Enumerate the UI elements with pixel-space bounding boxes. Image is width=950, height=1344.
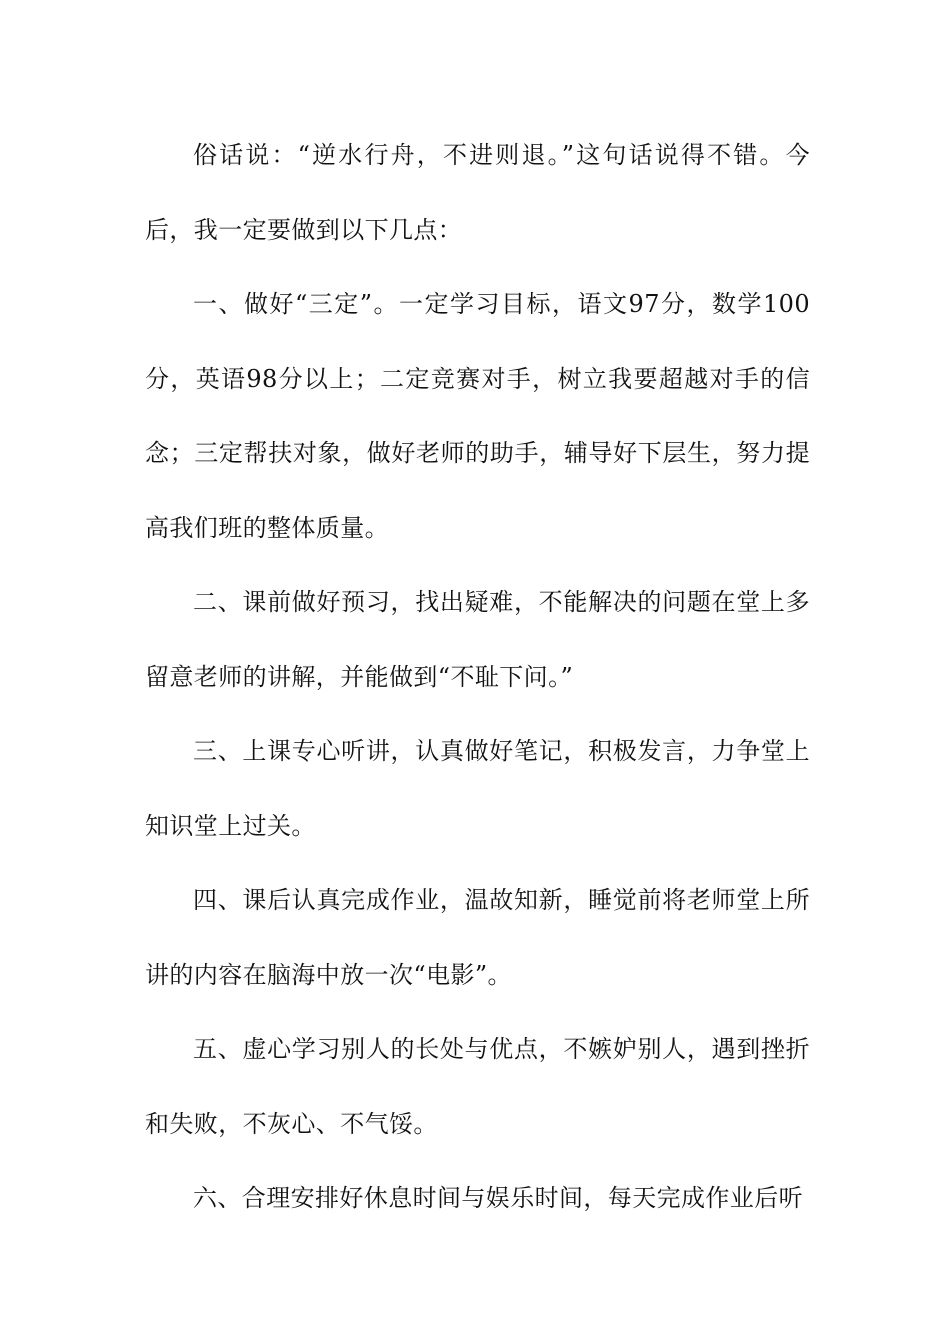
paragraph-intro: 俗话说：“逆水行舟，不进则退。”这句话说得不错。今后，我一定要做到以下几点：: [145, 141, 810, 244]
paragraph-point-2: 二、课前做好预习，找出疑难，不能解决的问题在堂上多留意老师的讲解，并能做到“不耻下问。”: [145, 588, 810, 691]
paragraph-point-1: 一、做好“三定”。一定学习目标，语文97分，数学100分，英语98分以上；二定竞赛对手，树立我要超越对手的信念；三定帮扶对象，做好老师的助手，辅导好下层生，努力提高我们班的整体质量。: [145, 290, 810, 542]
paragraph-point-5: 五、虚心学习别人的长处与优点，不嫉妒别人，遇到挫折和失败，不灰心、不气馁。: [145, 1035, 810, 1138]
paragraph-point-3: 三、上课专心听讲，认真做好笔记，积极发言，力争堂上知识堂上过关。: [145, 737, 810, 840]
paragraph-point-4: 四、课后认真完成作业，温故知新，睡觉前将老师堂上所讲的内容在脑海中放一次“电影”。: [145, 886, 810, 989]
paragraph-point-6: 六、合理安排好休息时间与娱乐时间，每天完成作业后听: [193, 1184, 803, 1212]
document-body: [145, 118, 810, 1236]
